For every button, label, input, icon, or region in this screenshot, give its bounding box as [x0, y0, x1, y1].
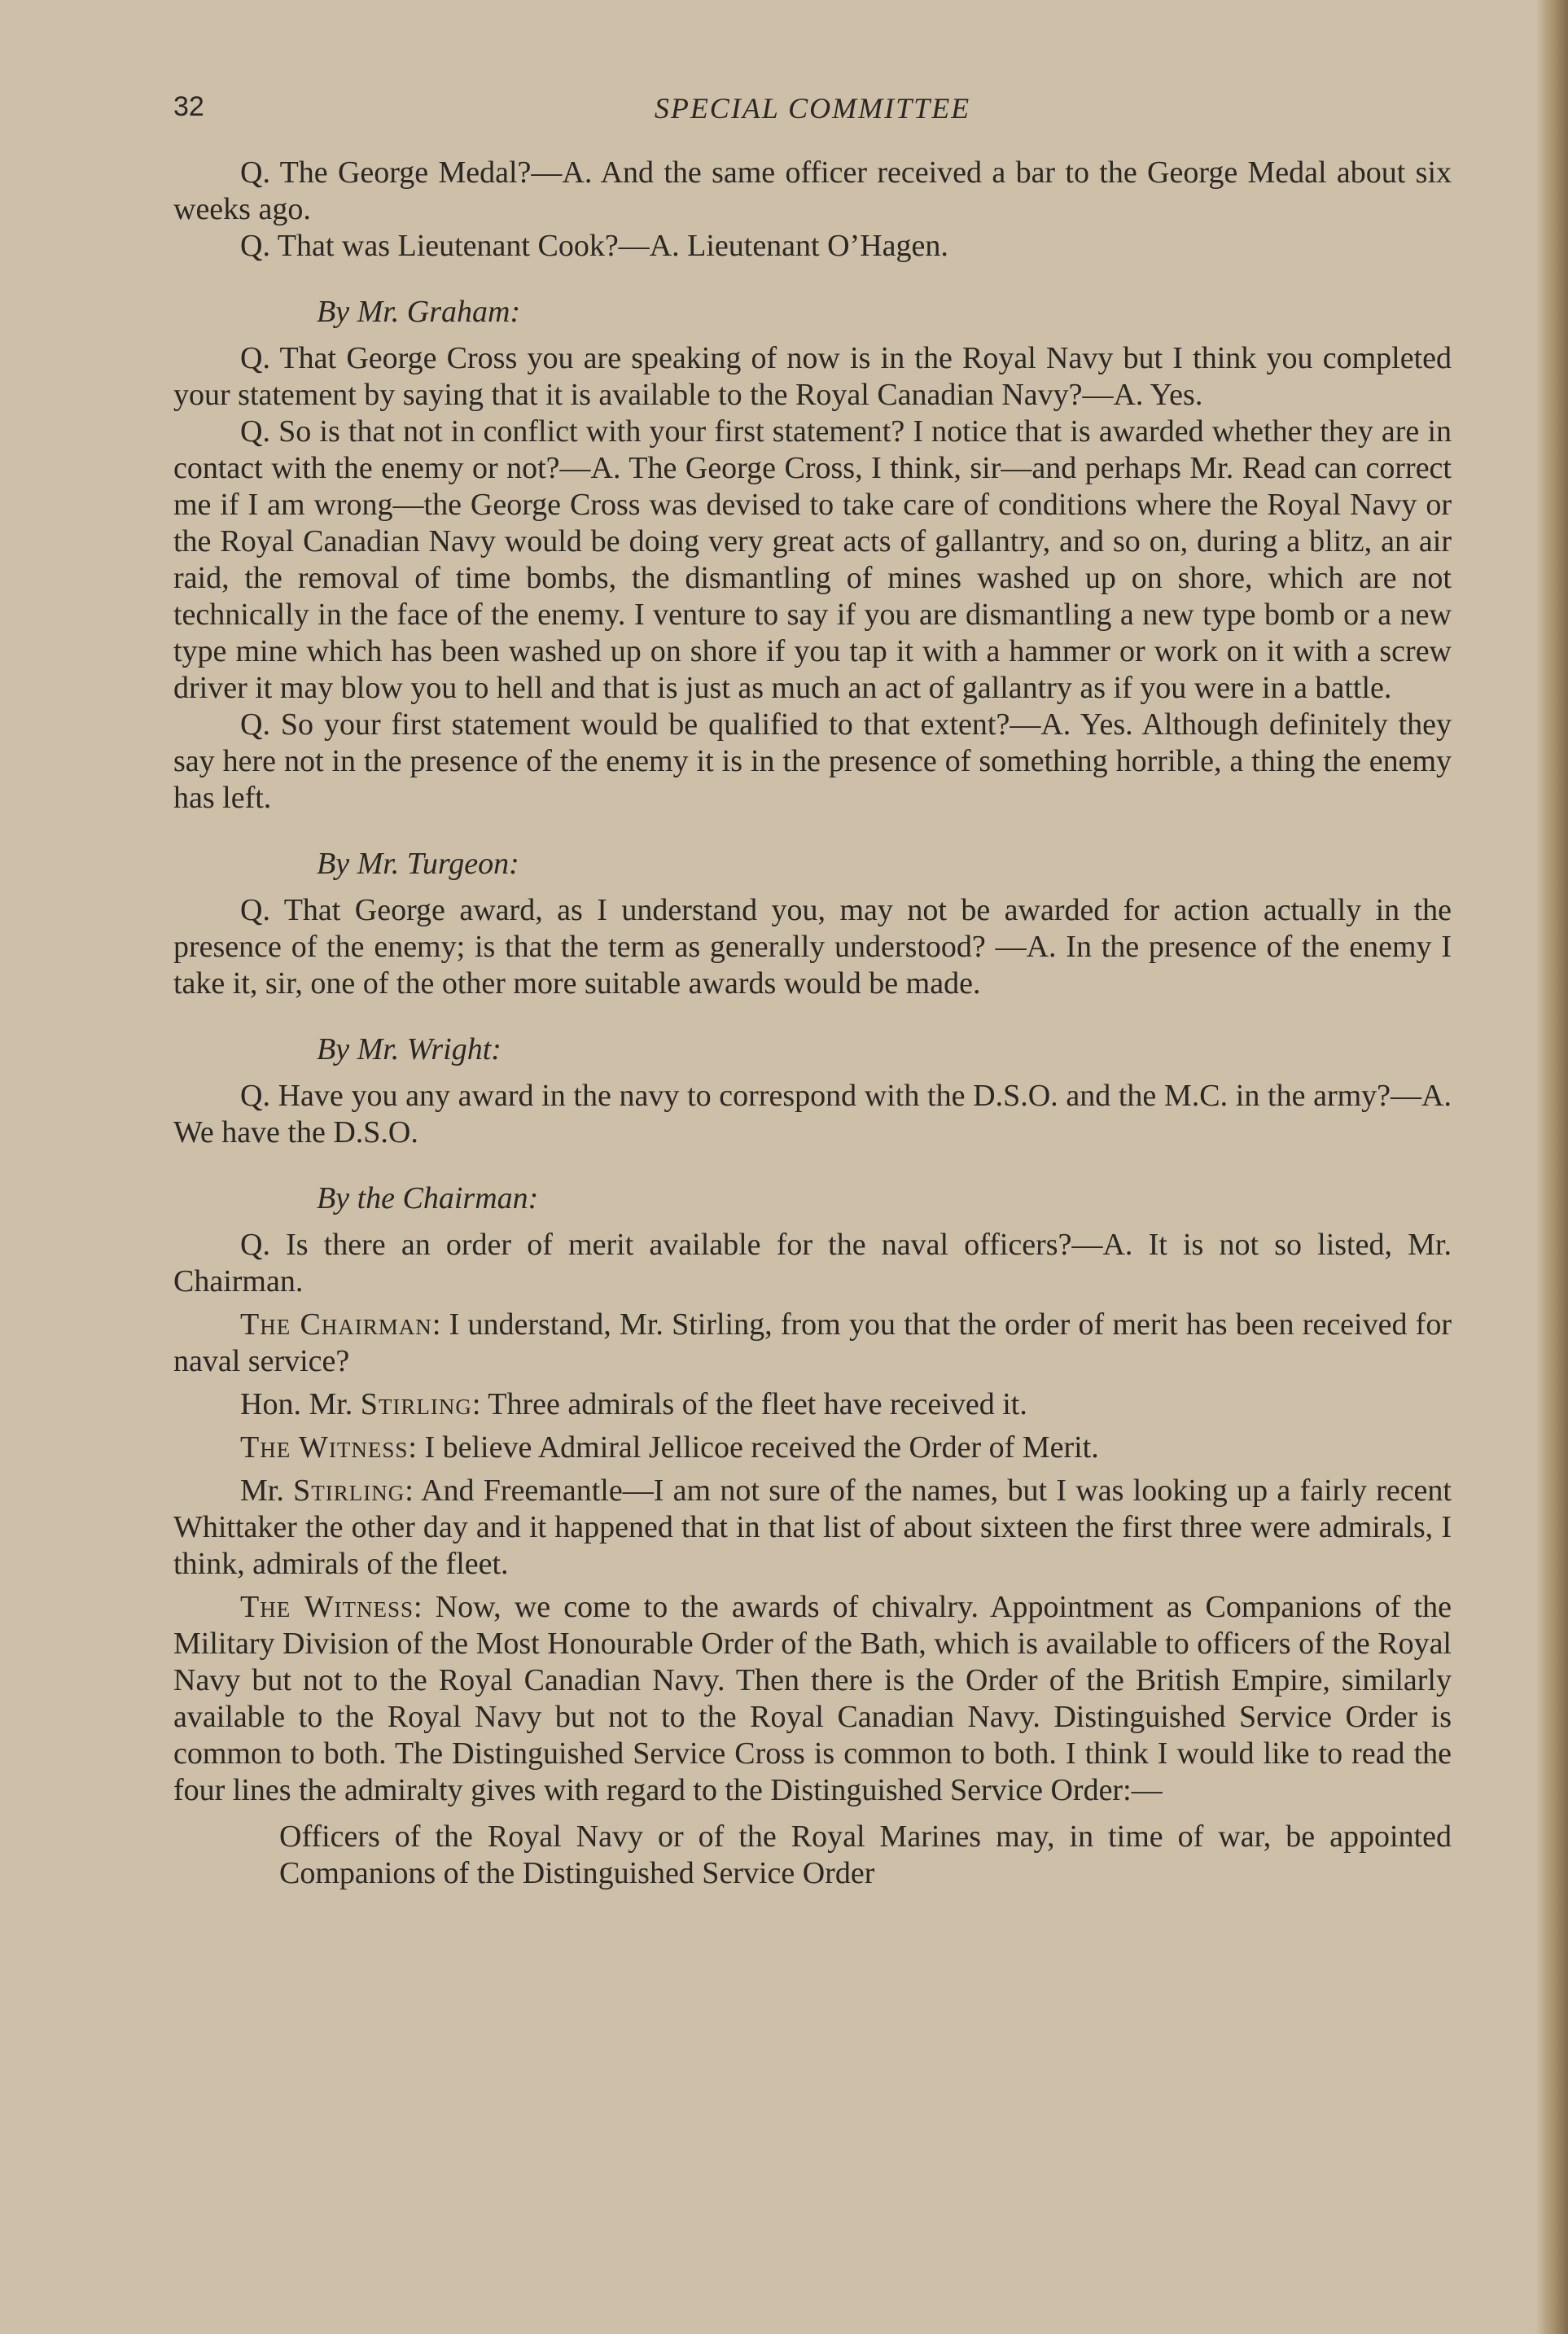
speech-text: : And Freemantle—I am not sure of the names, but I was looking up a fairly recent Whittaker the other day and it happened that in that list of about sixteen the first three were admirals, I think, admirals of the fleet. [173, 1474, 1452, 1581]
speaker-prefix: Hon. Mr. [240, 1387, 361, 1421]
speaker-name: The Chairman [240, 1307, 432, 1342]
speech-text: : I believe Admiral Jellicoe received the Order of Merit. [408, 1430, 1099, 1465]
paragraph: Q. That George award, as I understand you, may not be awarded for action actually in the presence of the enemy; is that the term as generally understood? —A. In the presence of the enemy I take it, sir, one of the other more suitable awards would be made. [173, 893, 1452, 1001]
speaker-paragraph [173, 1589, 1452, 1809]
speech-text: : Three admirals of the fleet have received it. [471, 1387, 1027, 1421]
speaker-prefix: Mr. [240, 1474, 294, 1508]
speaker-paragraph [173, 1430, 1452, 1466]
paragraph: Q. Is there an order of merit available for the naval officers?—A. It is not so listed, Mr. Chairman. [173, 1228, 1452, 1298]
examiner-heading: By Mr. Wright: [317, 1032, 501, 1066]
block-quote: Officers of the Royal Navy or of the Royal Marines may, in time of war, be appointed Companions of the Distinguished Service Order [279, 1819, 1452, 1890]
speaker-paragraph [173, 1307, 1452, 1380]
speaker-name: The Witness [240, 1430, 409, 1465]
paragraph: Q. That George Cross you are speaking of now is in the Royal Navy but I think you completed your statement by saying that it is available to the Royal Canadian Navy?—A. Yes. [173, 341, 1452, 412]
speech-text: : Now, we come to the awards of chivalry. Appointment as Companions of the Military Division of the Most Honourable Order of the Bath, which is available to officers of the Royal Navy but not to the Royal Canadian Navy. Then there is the Order of the British Empire, similarly available to the Royal Navy but not to the Royal Canadian Navy. Distinguished Service Order is common to both. The Distinguished Service Cross is common to both. I think I would like to read the four lines the admiralty gives with regard to the Distinguished Service Order:— [173, 1590, 1452, 1807]
paragraph: Q. So is that not in conflict with your first statement? I notice that is awarded whether they are in contact with the enemy or not?—A. The George Cross, I think, sir—and perhaps Mr. Read can correct me if I am wrong—the George Cross was devised to take care of conditions where the Royal Navy or the Royal Canadian Navy would be doing very great acts of gallantry, and so on, during a blitz, an air raid, the removal of time bombs, the dismantling of mines washed up on shore, which are not technically in the face of the enemy. I venture to say if you are dismantling a new type bomb or a new type mine which has been washed up on shore if you tap it with a hammer or work on it with a screw driver it may blow you to hell and that is just as much an act of gallantry as if you were in a battle. [173, 414, 1452, 705]
paragraph: Q. So your first statement would be qualified to that extent?—A. Yes. Although definitely they say here not in the presence of the enemy it is in the presence of something horrible, a thing the enemy has left. [173, 707, 1452, 815]
speaker-name: Stirling [293, 1474, 405, 1508]
page-number: 32 [173, 91, 204, 122]
page-edge-shadow [1535, 0, 1568, 2334]
running-head: SPECIAL COMMITTEE [654, 92, 971, 125]
examiner-heading: By the Chairman: [317, 1181, 539, 1215]
page-header [173, 91, 1452, 132]
paragraph: Q. That was Lieutenant Cook?—A. Lieutenant O’Hagen. [240, 229, 948, 263]
speaker-paragraph [173, 1473, 1452, 1583]
body-text [173, 155, 1452, 1892]
speaker-paragraph [173, 1386, 1452, 1423]
examiner-heading: By Mr. Graham: [317, 295, 521, 329]
speaker-name: Stirling [360, 1387, 472, 1421]
examiner-heading: By Mr. Turgeon: [317, 847, 519, 881]
speaker-name: The Witness [240, 1590, 414, 1624]
paragraph: Q. The George Medal?—A. And the same officer received a bar to the George Medal about six weeks ago. [173, 155, 1452, 226]
speech-text: : I understand, Mr. Stirling, from you that the order of merit has been received for naval service? [173, 1307, 1452, 1378]
paragraph: Q. Have you any award in the navy to correspond with the D.S.O. and the M.C. in the army?—A. We have the D.S.O. [173, 1079, 1452, 1149]
